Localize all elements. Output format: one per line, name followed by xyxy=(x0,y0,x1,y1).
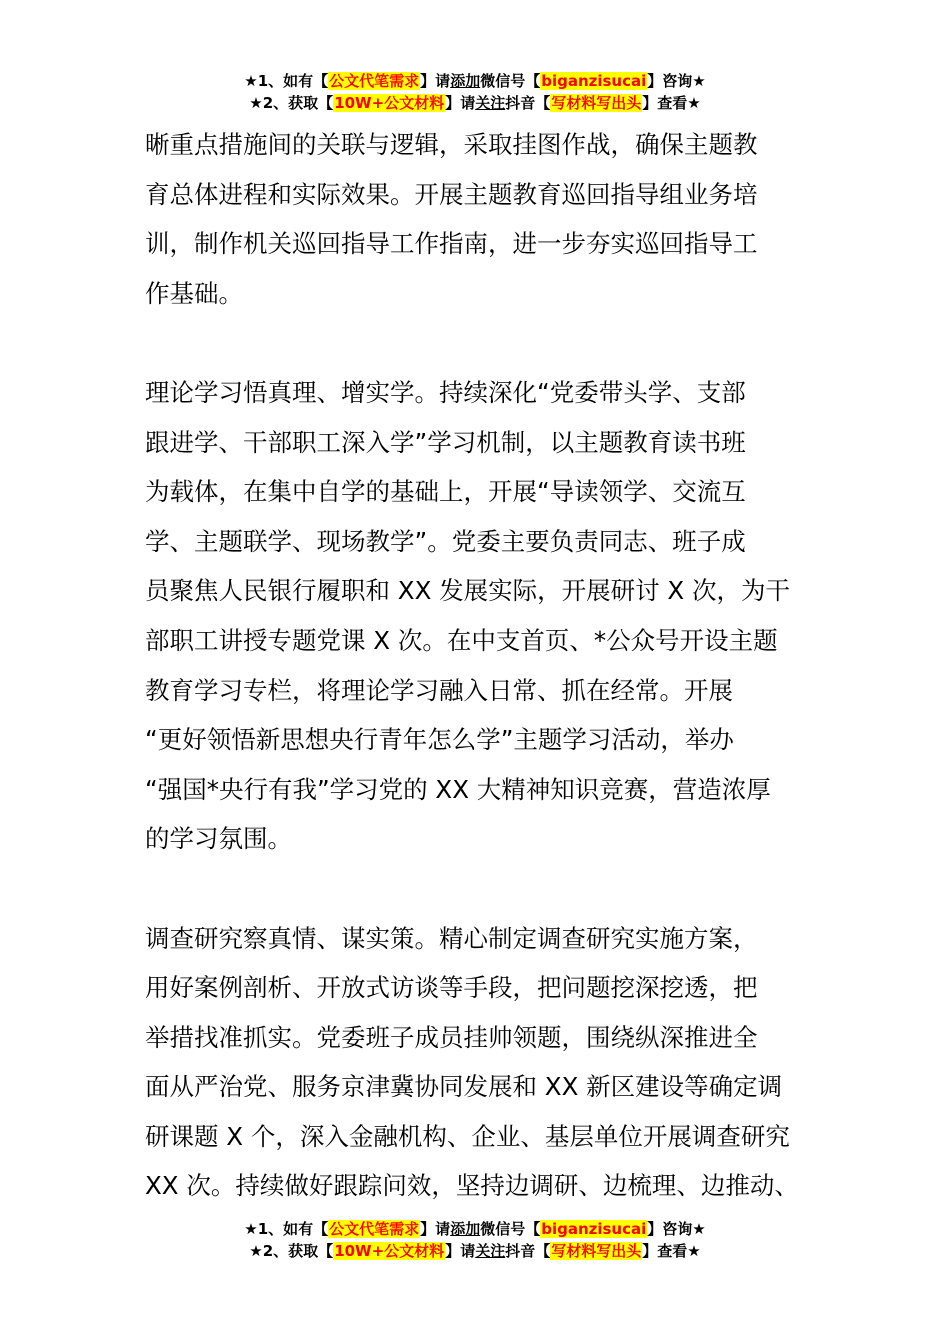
banner-line-1 xyxy=(0,1218,950,1240)
banner-text: ★2、获取【 xyxy=(249,94,334,112)
text-line: 的学习氛围。 xyxy=(145,824,292,854)
banner-highlight: 公文代笔需求 xyxy=(329,1220,420,1238)
banner-text: 】请 xyxy=(420,1220,451,1238)
banner-wechat-id: biganzisucai xyxy=(541,1220,647,1238)
text-line: 员聚焦人民银行履职和 XX 发展实际，开展研讨 X 次，为干 xyxy=(145,576,791,606)
banner-text: 】请 xyxy=(420,72,451,90)
paragraph xyxy=(145,120,810,318)
document-body xyxy=(145,120,810,1211)
banner-highlight: 10W+公文材料 xyxy=(334,1242,445,1260)
banner-text: ★1、如有【 xyxy=(244,72,329,90)
banner-underlined: 关注 xyxy=(475,94,506,112)
footer-banner xyxy=(0,1218,950,1262)
text-line: 教育学习专栏，将理论学习融入日常、抓在经常。开展 xyxy=(145,675,733,705)
banner-text: 】咨询★ xyxy=(647,72,706,90)
banner-text: 】请 xyxy=(445,94,476,112)
text-line: 作基础。 xyxy=(145,278,243,308)
banner-text: ★1、如有【 xyxy=(244,1220,329,1238)
banner-underlined: 添加 xyxy=(450,1220,481,1238)
paragraph-gap xyxy=(145,318,810,368)
text-line: 面从严治党、服务京津冀协同发展和 XX 新区建设等确定调 xyxy=(145,1072,783,1102)
header-banner xyxy=(0,70,950,114)
text-line: 为载体，在集中自学的基础上，开展“导读领学、交流互 xyxy=(145,477,746,507)
banner-account: 写材料写出头 xyxy=(551,1242,642,1260)
text-line: 举措找准抓实。党委班子成员挂帅领题，围绕纵深推进全 xyxy=(145,1022,758,1052)
text-line: 部职工讲授专题党课 X 次。在中支首页、*公众号开设主题 xyxy=(145,625,778,655)
paragraph-gap xyxy=(145,864,810,914)
banner-text: 抖音【 xyxy=(505,94,551,112)
text-line: 研课题 X 个，深入金融机构、企业、基层单位开展调查研究 xyxy=(145,1121,790,1151)
banner-text: ★2、获取【 xyxy=(249,1242,334,1260)
text-line: “更好领悟新思想央行青年怎么学”主题学习活动，举办 xyxy=(145,725,734,755)
banner-text: 微信号【 xyxy=(480,1220,541,1238)
banner-text: 抖音【 xyxy=(505,1242,551,1260)
banner-line-1 xyxy=(0,70,950,92)
banner-underlined: 关注 xyxy=(475,1242,506,1260)
banner-text: 】请 xyxy=(445,1242,476,1260)
text-line: 用好案例剖析、开放式访谈等手段，把问题挖深挖透，把 xyxy=(145,973,758,1003)
banner-text: 】查看★ xyxy=(642,94,701,112)
text-line: 训，制作机关巡回指导工作指南，进一步夯实巡回指导工 xyxy=(145,229,758,259)
banner-line-2 xyxy=(0,92,950,114)
banner-line-2 xyxy=(0,1240,950,1262)
text-line: “强国*央行有我”学习党的 XX 大精神知识竞赛，营造浓厚 xyxy=(145,774,771,804)
banner-underlined: 添加 xyxy=(450,72,481,90)
text-line: 晰重点措施间的关联与逻辑，采取挂图作战，确保主题教 xyxy=(145,130,758,159)
paragraph xyxy=(145,368,810,864)
text-line: 理论学习悟真理、增实学。持续深化“党委带头学、支部 xyxy=(145,377,746,407)
banner-text: 】查看★ xyxy=(642,1242,701,1260)
text-line: 育总体进程和实际效果。开展主题教育巡回指导组业务培 xyxy=(145,179,758,209)
paragraph xyxy=(145,914,810,1212)
text-line: 学、主题联学、现场教学”。党委主要负责同志、班子成 xyxy=(145,526,746,556)
banner-account: 写材料写出头 xyxy=(551,94,642,112)
banner-highlight: 10W+公文材料 xyxy=(334,94,445,112)
banner-wechat-id: biganzisucai xyxy=(541,72,647,90)
text-line: 跟进学、干部职工深入学”学习机制，以主题教育读书班 xyxy=(145,427,746,457)
banner-text: 微信号【 xyxy=(480,72,541,90)
banner-highlight: 公文代笔需求 xyxy=(329,72,420,90)
text-line: XX 次。持续做好跟踪问效，坚持边调研、边梳理、边推动、 xyxy=(145,1171,799,1201)
text-line: 调查研究察真情、谋实策。精心制定调查研究实施方案， xyxy=(145,923,758,953)
banner-text: 】咨询★ xyxy=(647,1220,706,1238)
